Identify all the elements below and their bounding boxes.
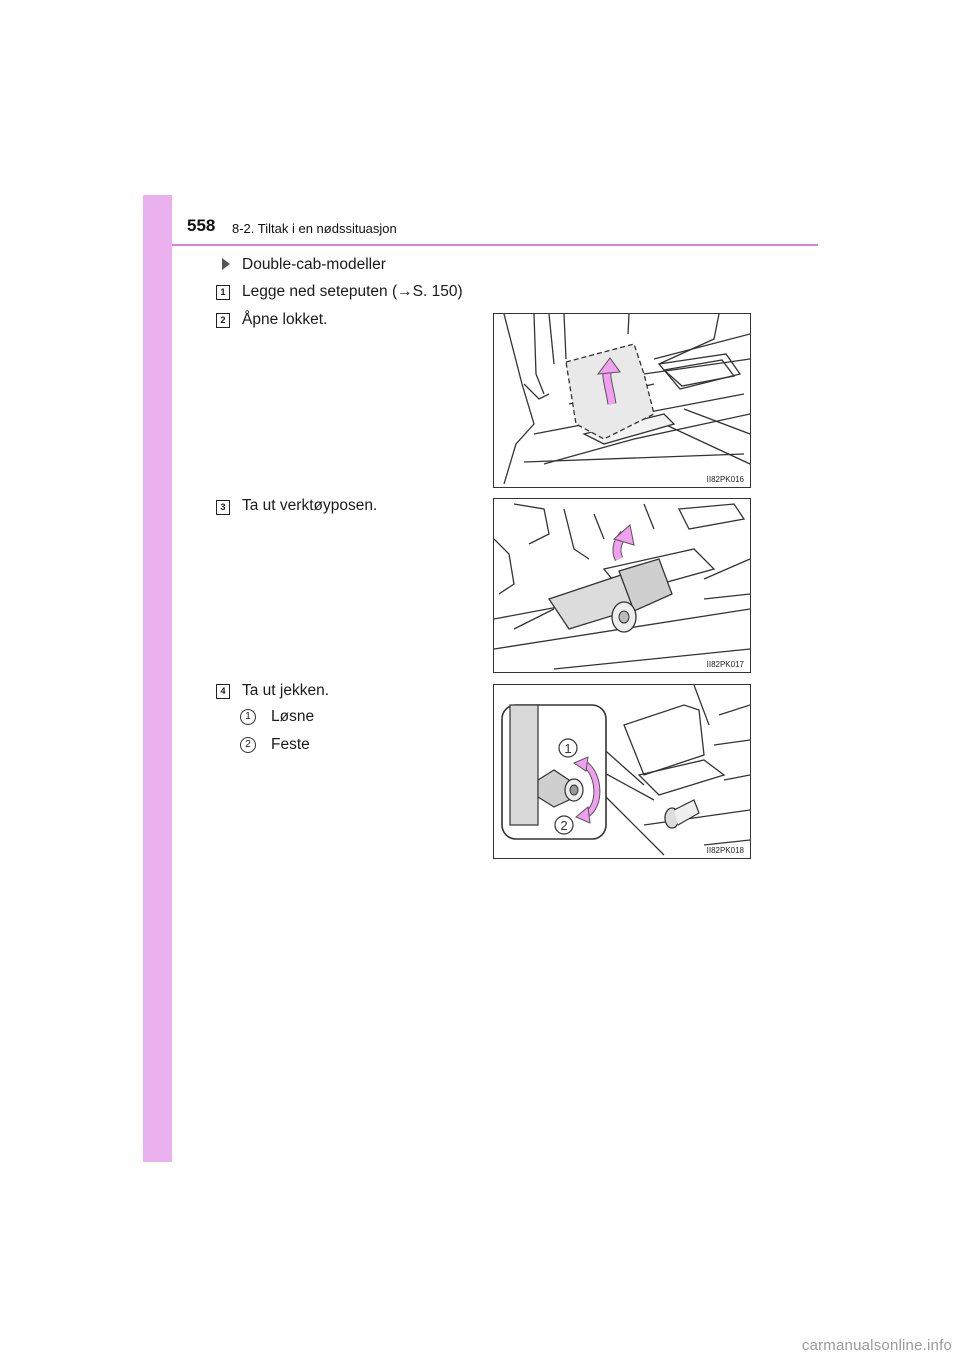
figure-label-1: 1: [564, 741, 572, 756]
figure-remove-jack-drawing: [494, 685, 750, 858]
substep-number-1: 1: [240, 709, 256, 725]
figure-code: II82PK018: [706, 846, 744, 855]
substep-number-2: 2: [240, 737, 256, 753]
step-text-2: Åpne lokket.: [242, 311, 328, 328]
figure-tool-bag: [493, 498, 751, 673]
substep-text-2: Feste: [271, 736, 310, 753]
section-title: 8-2. Tiltak i en nødssituasjon: [232, 221, 397, 236]
substep-text-1: Løsne: [271, 708, 315, 725]
step-text-3: Ta ut verktøyposen.: [242, 497, 378, 514]
step-text-4: Ta ut jekken.: [242, 682, 330, 699]
chapter-sidebar: [143, 195, 172, 1162]
bullet-triangle-icon: [222, 258, 230, 270]
header-rule: [172, 244, 818, 246]
figure-remove-jack: [493, 684, 751, 859]
figure-open-lid-drawing: [494, 314, 750, 487]
figure-tool-bag-drawing: [494, 499, 750, 672]
figure-code: II82PK016: [706, 475, 744, 484]
step-number-1: 1: [216, 285, 230, 300]
step-number-4: 4: [216, 684, 230, 699]
watermark: carmanualsonline.info: [801, 1337, 952, 1354]
step-text-1: Legge ned seteputen (→S. 150): [242, 283, 463, 300]
step-number-3: 3: [216, 500, 230, 515]
figure-code: II82PK017: [706, 660, 744, 669]
bullet-heading: Double-cab-modeller: [242, 256, 386, 273]
figure-open-lid: [493, 313, 751, 488]
page-number: 558: [187, 216, 216, 235]
figure-label-2: 2: [560, 818, 568, 833]
step-number-2: 2: [216, 313, 230, 328]
